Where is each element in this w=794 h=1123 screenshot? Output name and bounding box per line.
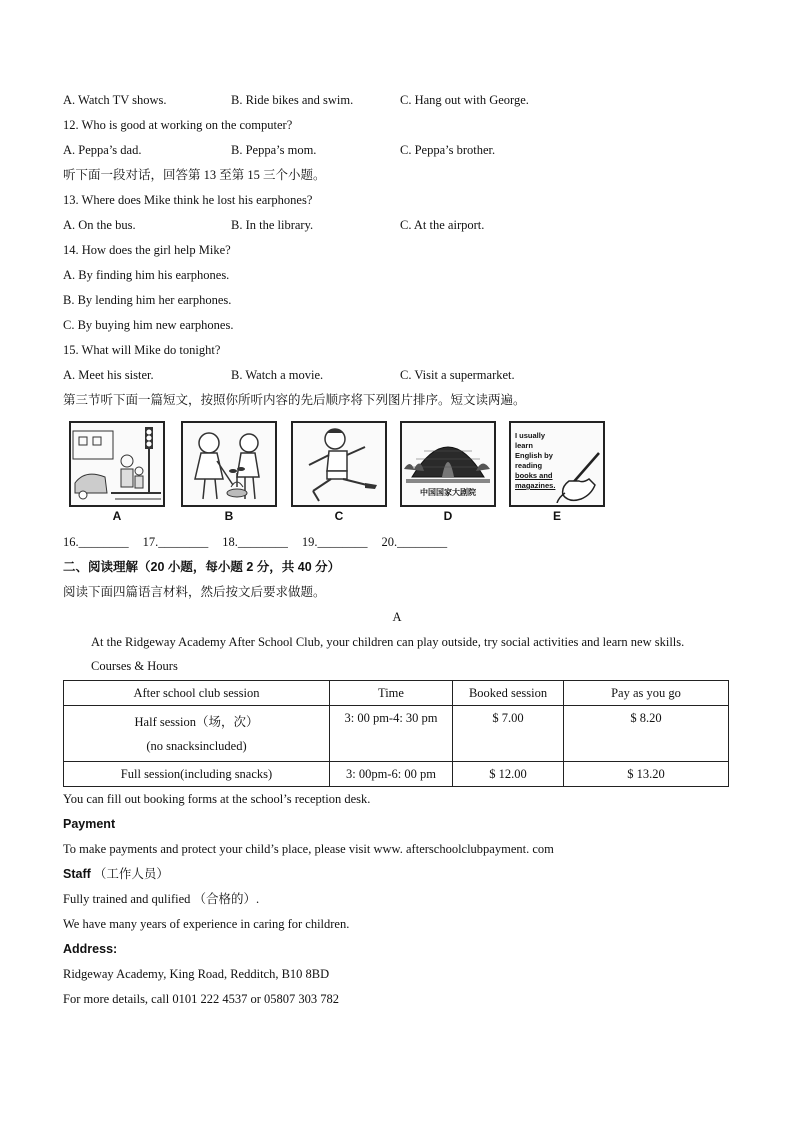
reading-instruction: 阅读下面四篇语言材料，然后按文后要求做题。 bbox=[63, 585, 326, 599]
q12-options bbox=[63, 138, 731, 163]
contact-text: For more details, call 0101 222 4537 or 05807 303 782 bbox=[63, 992, 340, 1006]
courses-title: Courses & Hours bbox=[91, 659, 178, 673]
table-header: After school club session bbox=[64, 681, 330, 706]
table-header: Booked session bbox=[453, 681, 564, 706]
dialogue-instruction: 听下面一段对话，回答第 13 至第 15 三个小题。 bbox=[63, 168, 326, 182]
booked-cell: $ 7.00 bbox=[453, 706, 564, 762]
payment-text: To make payments and protect your child’s place, please visit www. afterschoolclubpayment. com bbox=[63, 842, 554, 856]
passage-label: A bbox=[392, 610, 402, 624]
traffic-scene-icon bbox=[71, 423, 163, 505]
session-cell: Half session（场，次） (no snacksincluded) bbox=[64, 706, 330, 762]
staff-title: Staff bbox=[63, 867, 91, 881]
table-row bbox=[64, 706, 729, 762]
table-header: Time bbox=[330, 681, 453, 706]
table-row bbox=[64, 762, 729, 787]
blank-18[interactable]: 18.________ bbox=[222, 535, 288, 549]
picture-d-label: D bbox=[443, 509, 453, 523]
session-cell: Full session(including snacks) bbox=[64, 762, 330, 787]
q11-options bbox=[63, 88, 731, 113]
option-a: A. On the bus. bbox=[63, 218, 136, 232]
staff-title-cn: （工作人员） bbox=[93, 867, 169, 881]
writing-hand-icon bbox=[555, 451, 603, 503]
q14-option-c: C. By buying him new earphones. bbox=[63, 318, 234, 332]
picture-b-planting-tree bbox=[181, 421, 277, 507]
planting-scene-icon bbox=[183, 423, 275, 505]
time-cell: 3: 00 pm-4: 30 pm bbox=[330, 706, 453, 762]
picture-e-reading-note bbox=[509, 421, 605, 507]
blank-20[interactable]: 20.________ bbox=[381, 535, 448, 549]
address-title: Address: bbox=[63, 942, 118, 956]
passage-intro: At the Ridgeway Academy After School Club, your children can play outside, try social activities and learn new skills. bbox=[91, 635, 685, 649]
option-a: A. Meet his sister. bbox=[63, 368, 154, 382]
picture-d-national-theatre bbox=[400, 421, 496, 507]
option-b: B. Watch a movie. bbox=[231, 368, 324, 382]
option-c: C. Peppa’s brother. bbox=[400, 143, 496, 157]
picture-c-running-boy bbox=[291, 421, 387, 507]
blank-17[interactable]: 17.________ bbox=[142, 535, 209, 549]
q15-question: 15. What will Mike do tonight? bbox=[63, 343, 221, 357]
option-c: C. At the airport. bbox=[400, 218, 485, 232]
booked-cell: $ 12.00 bbox=[453, 762, 564, 787]
courses-table bbox=[63, 680, 729, 787]
q12-question: 12. Who is good at working on the computer? bbox=[63, 118, 293, 132]
time-cell: 3: 00pm-6: 00 pm bbox=[330, 762, 453, 787]
payg-cell: $ 8.20 bbox=[564, 706, 729, 762]
picture-d-caption: 中国国家大剧院 bbox=[420, 488, 476, 497]
picture-e-text: I usually learn English by reading books and magazines. bbox=[515, 431, 556, 490]
option-b: B. In the library. bbox=[231, 218, 314, 232]
payment-title: Payment bbox=[63, 817, 116, 831]
option-b: B. Peppa’s mom. bbox=[231, 143, 317, 157]
option-c: C. Hang out with George. bbox=[400, 93, 529, 107]
option-a: A. Watch TV shows. bbox=[63, 93, 167, 107]
section3-instruction: 第三节听下面一篇短文，按照你所听内容的先后顺序将下列图片排序。短文读两遍。 bbox=[63, 393, 526, 407]
picture-strip bbox=[63, 415, 731, 530]
q13-options bbox=[63, 213, 731, 238]
reading-section-heading: 二、阅读理解（20 小题，每小题 2 分，共 40 分） bbox=[63, 560, 341, 574]
picture-c-label: C bbox=[334, 509, 344, 523]
exam-page bbox=[63, 88, 731, 1012]
q14-option-b: B. By lending him her earphones. bbox=[63, 293, 232, 307]
staff-line-2: We have many years of experience in caring for children. bbox=[63, 917, 350, 931]
q14-option-a: A. By finding him his earphones. bbox=[63, 268, 230, 282]
blank-19[interactable]: 19.________ bbox=[301, 535, 368, 549]
staff-title-line bbox=[63, 862, 731, 887]
q13-question: 13. Where does Mike think he lost his earphones? bbox=[63, 193, 313, 207]
picture-e-label: E bbox=[552, 509, 561, 523]
running-boy-icon bbox=[293, 423, 385, 505]
staff-line-1: Fully trained and qulified （合格的）. bbox=[63, 892, 260, 906]
table-header-row bbox=[64, 681, 729, 706]
option-c: C. Visit a supermarket. bbox=[400, 368, 515, 382]
table-header: Pay as you go bbox=[564, 681, 729, 706]
option-a: A. Peppa’s dad. bbox=[63, 143, 142, 157]
picture-a-traffic-crossing bbox=[69, 421, 165, 507]
picture-a-label: A bbox=[112, 509, 122, 523]
address-text: Ridgeway Academy, King Road, Redditch, B10 8BD bbox=[63, 967, 330, 981]
payg-cell: $ 13.20 bbox=[564, 762, 729, 787]
answer-blanks bbox=[63, 530, 731, 555]
q15-options bbox=[63, 363, 731, 388]
q14-question: 14. How does the girl help Mike? bbox=[63, 243, 231, 257]
booking-note: You can fill out booking forms at the school’s reception desk. bbox=[63, 792, 371, 806]
picture-b-label: B bbox=[224, 509, 234, 523]
blank-16[interactable]: 16.________ bbox=[63, 535, 129, 549]
option-b: B. Ride bikes and swim. bbox=[231, 93, 354, 107]
